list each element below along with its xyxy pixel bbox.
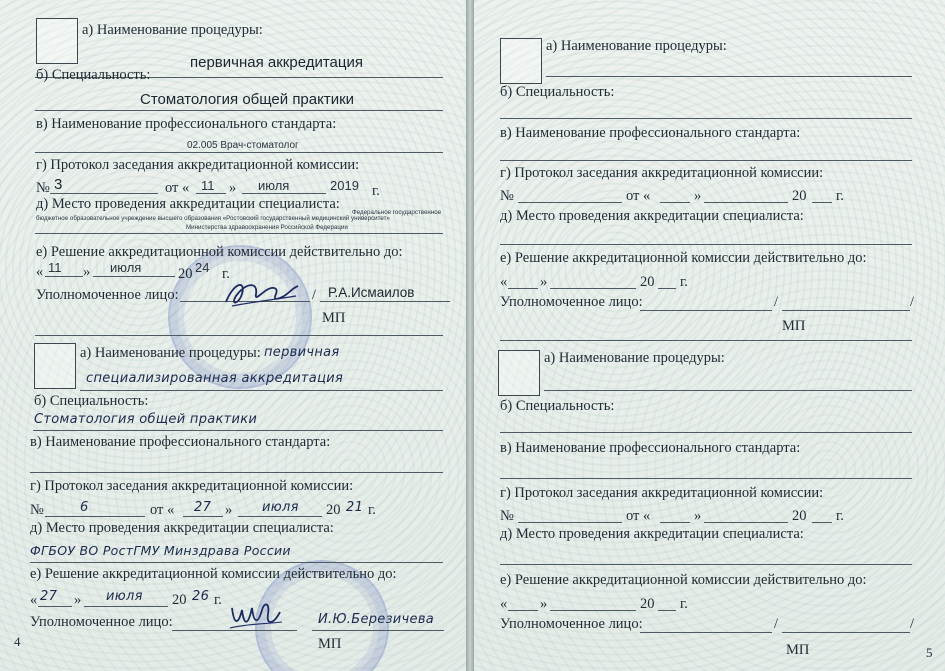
underline	[812, 202, 832, 203]
underline	[238, 516, 322, 517]
underline	[30, 472, 443, 473]
standard-label: в) Наименование профессионального стандарта:	[30, 434, 331, 450]
place-line1: Федеральное государственное	[352, 209, 442, 216]
page-number: 4	[14, 634, 21, 649]
procedure-label: а) Наименование процедуры:	[80, 345, 261, 361]
valid-label: е) Решение аккредитационной комиссии действительно до:	[36, 244, 403, 260]
underline	[640, 310, 772, 311]
checkbox-right-entry1[interactable]	[500, 38, 542, 84]
valid-month: июля	[110, 260, 142, 275]
place-label: д) Место проведения аккредитации специалиста:	[500, 208, 804, 224]
valid-quote-close: »	[74, 592, 82, 608]
valid-day: 11	[48, 260, 62, 275]
authorized-person-name: Р.А.Исмаилов	[328, 285, 415, 300]
underline	[546, 76, 912, 77]
place-label: д) Место проведения аккредитации специалиста:	[30, 520, 334, 536]
specialty-label: б) Специальность:	[500, 398, 615, 414]
protocol-year-prefix: 20	[326, 502, 341, 518]
underline	[660, 522, 690, 523]
book-spine	[466, 0, 474, 671]
valid-quote-close: »	[540, 274, 548, 290]
valid-quote-close: »	[83, 264, 91, 280]
protocol-label: г) Протокол заседания аккредитационной комиссии:	[500, 165, 824, 181]
right-page	[474, 0, 945, 671]
underline	[196, 193, 226, 194]
underline	[84, 606, 168, 607]
standard-label: в) Наименование профессионального стандарта:	[500, 440, 801, 456]
authorized-person-label: Уполномоченное лицо:	[500, 616, 643, 632]
signature-1	[222, 276, 302, 310]
valid-quote-open: «	[30, 592, 38, 608]
underline	[812, 522, 832, 523]
underline	[640, 632, 772, 633]
checkbox-entry2[interactable]	[34, 343, 76, 389]
valid-year-suffix: г.	[214, 592, 222, 608]
protocol-month: июля	[262, 500, 299, 515]
left-page	[0, 0, 466, 671]
underline	[782, 632, 910, 633]
protocol-quote-close: »	[229, 180, 237, 196]
place-label: д) Место проведения аккредитации специалиста:	[36, 196, 340, 212]
mp-label: МП	[782, 318, 806, 334]
underline	[80, 390, 443, 391]
underline	[500, 244, 912, 245]
underline	[658, 288, 676, 289]
underline	[544, 390, 912, 391]
protocol-year-suffix: г.	[368, 502, 376, 518]
valid-year-suffix: г.	[680, 596, 688, 612]
procedure-value-1: первичная	[264, 345, 340, 360]
underline	[550, 610, 636, 611]
signature-2	[228, 598, 284, 632]
underline	[320, 301, 450, 302]
specialty-label: б) Специальность:	[500, 84, 615, 100]
protocol-year-suffix: г.	[372, 183, 380, 199]
valid-year: 26	[192, 589, 210, 604]
underline	[660, 202, 690, 203]
underline	[33, 430, 443, 431]
protocol-label: г) Протокол заседания аккредитационной комиссии:	[30, 478, 354, 494]
valid-year-suffix: г.	[680, 274, 688, 290]
underline	[704, 522, 788, 523]
page-number: 5	[926, 645, 933, 660]
protocol-year: 2019	[330, 178, 359, 193]
valid-quote-open: «	[36, 264, 44, 280]
specialty-value: Стоматология общей практики	[34, 412, 258, 427]
specialty-value: Стоматология общей практики	[140, 91, 355, 108]
slash: /	[312, 287, 317, 303]
protocol-number-prefix: №	[500, 508, 514, 524]
protocol-year-prefix: 20	[792, 188, 807, 204]
slash: /	[910, 616, 915, 632]
procedure-value-2: специализированная аккредитация	[86, 371, 344, 386]
protocol-number: 6	[80, 500, 89, 515]
protocol-quote-close: »	[225, 502, 233, 518]
procedure-label: а) Наименование процедуры:	[544, 350, 725, 366]
place-value: ФГБОУ ВО РостГМУ Минздрава России	[30, 543, 291, 558]
underline	[500, 564, 912, 565]
valid-label: е) Решение аккредитационной комиссии действительно до:	[30, 566, 397, 582]
protocol-label: г) Протокол заседания аккредитационной комиссии:	[500, 485, 824, 501]
mp-label: МП	[318, 636, 342, 652]
underline	[35, 110, 443, 111]
separator	[500, 340, 912, 341]
underline	[242, 193, 326, 194]
underline	[35, 152, 443, 153]
underline	[782, 310, 910, 311]
protocol-year-suffix: г.	[836, 188, 844, 204]
protocol-number: 3	[54, 176, 63, 193]
valid-year-prefix: 20	[640, 596, 655, 612]
authorized-person-label: Уполномоченное лицо:	[36, 287, 179, 303]
separator	[35, 335, 443, 336]
protocol-year: 21	[346, 500, 364, 515]
authorized-person-label: Уполномоченное лицо:	[30, 614, 173, 630]
checkbox-entry1[interactable]	[36, 18, 78, 64]
protocol-year-prefix: 20	[792, 508, 807, 524]
valid-year-prefix: 20	[640, 274, 655, 290]
place-line2: бюджетное образовательное учреждение высшего образования «Ростовский государственный медицинский университет»	[36, 215, 390, 222]
slash: /	[910, 294, 915, 310]
valid-quote-open: «	[500, 274, 508, 290]
valid-month: июля	[106, 589, 143, 604]
protocol-from: от «	[150, 502, 175, 518]
protocol-number-prefix: №	[500, 188, 514, 204]
underline	[508, 288, 538, 289]
valid-year-suffix: г.	[222, 266, 230, 282]
protocol-from: от «	[626, 188, 651, 204]
underline	[500, 478, 912, 479]
underline	[550, 288, 636, 289]
valid-day: 27	[40, 589, 58, 604]
valid-label: е) Решение аккредитационной комиссии действительно до:	[500, 250, 867, 266]
protocol-number-prefix: №	[30, 502, 44, 518]
specialty-label: б) Специальность:	[36, 67, 151, 83]
valid-quote-close: »	[540, 596, 548, 612]
underline	[93, 276, 175, 277]
valid-quote-open: «	[500, 596, 508, 612]
valid-year: 24	[195, 260, 210, 275]
protocol-from: от «	[165, 180, 190, 196]
checkbox-right-entry2[interactable]	[498, 350, 540, 396]
procedure-label: а) Наименование процедуры:	[82, 22, 263, 38]
valid-year-prefix: 20	[172, 592, 187, 608]
underline	[30, 562, 443, 563]
underline	[50, 193, 158, 194]
protocol-day: 27	[194, 500, 212, 515]
mp-label: МП	[322, 310, 346, 326]
valid-label: е) Решение аккредитационной комиссии действительно до:	[500, 572, 867, 588]
underline	[35, 233, 443, 234]
protocol-quote-close: »	[694, 508, 702, 524]
standard-value: 02.005 Врач-стоматолог	[187, 140, 299, 151]
underline	[500, 160, 912, 161]
protocol-year-suffix: г.	[836, 508, 844, 524]
place-label: д) Место проведения аккредитации специалиста:	[500, 526, 804, 542]
protocol-number-prefix: №	[36, 180, 50, 196]
slash: /	[774, 294, 779, 310]
underline	[45, 516, 145, 517]
underline	[312, 630, 444, 631]
specialty-label: б) Специальность:	[34, 393, 149, 409]
place-line3: Министерства здравоохранения Российской Федерации	[186, 224, 348, 231]
underline	[38, 606, 72, 607]
underline	[658, 610, 676, 611]
procedure-label: а) Наименование процедуры:	[546, 38, 727, 54]
underline	[183, 516, 223, 517]
protocol-month: июля	[258, 178, 290, 193]
protocol-day: 11	[201, 178, 215, 193]
underline	[500, 118, 912, 119]
valid-year-prefix: 20	[178, 266, 193, 282]
underline	[45, 276, 83, 277]
protocol-from: от «	[626, 508, 651, 524]
underline	[518, 202, 622, 203]
authorized-person-label: Уполномоченное лицо:	[500, 294, 643, 310]
procedure-value: первичная аккредитация	[190, 54, 363, 71]
underline	[508, 610, 538, 611]
protocol-quote-close: »	[694, 188, 702, 204]
authorized-person-name: И.Ю.Березичева	[318, 612, 435, 627]
standard-label: в) Наименование профессионального стандарта:	[500, 125, 801, 141]
protocol-label: г) Протокол заседания аккредитационной комиссии:	[36, 157, 360, 173]
underline	[500, 432, 912, 433]
mp-label: МП	[786, 642, 810, 658]
underline	[704, 202, 788, 203]
slash: /	[774, 616, 779, 632]
underline	[518, 522, 622, 523]
standard-label: в) Наименование профессионального стандарта:	[36, 116, 337, 132]
